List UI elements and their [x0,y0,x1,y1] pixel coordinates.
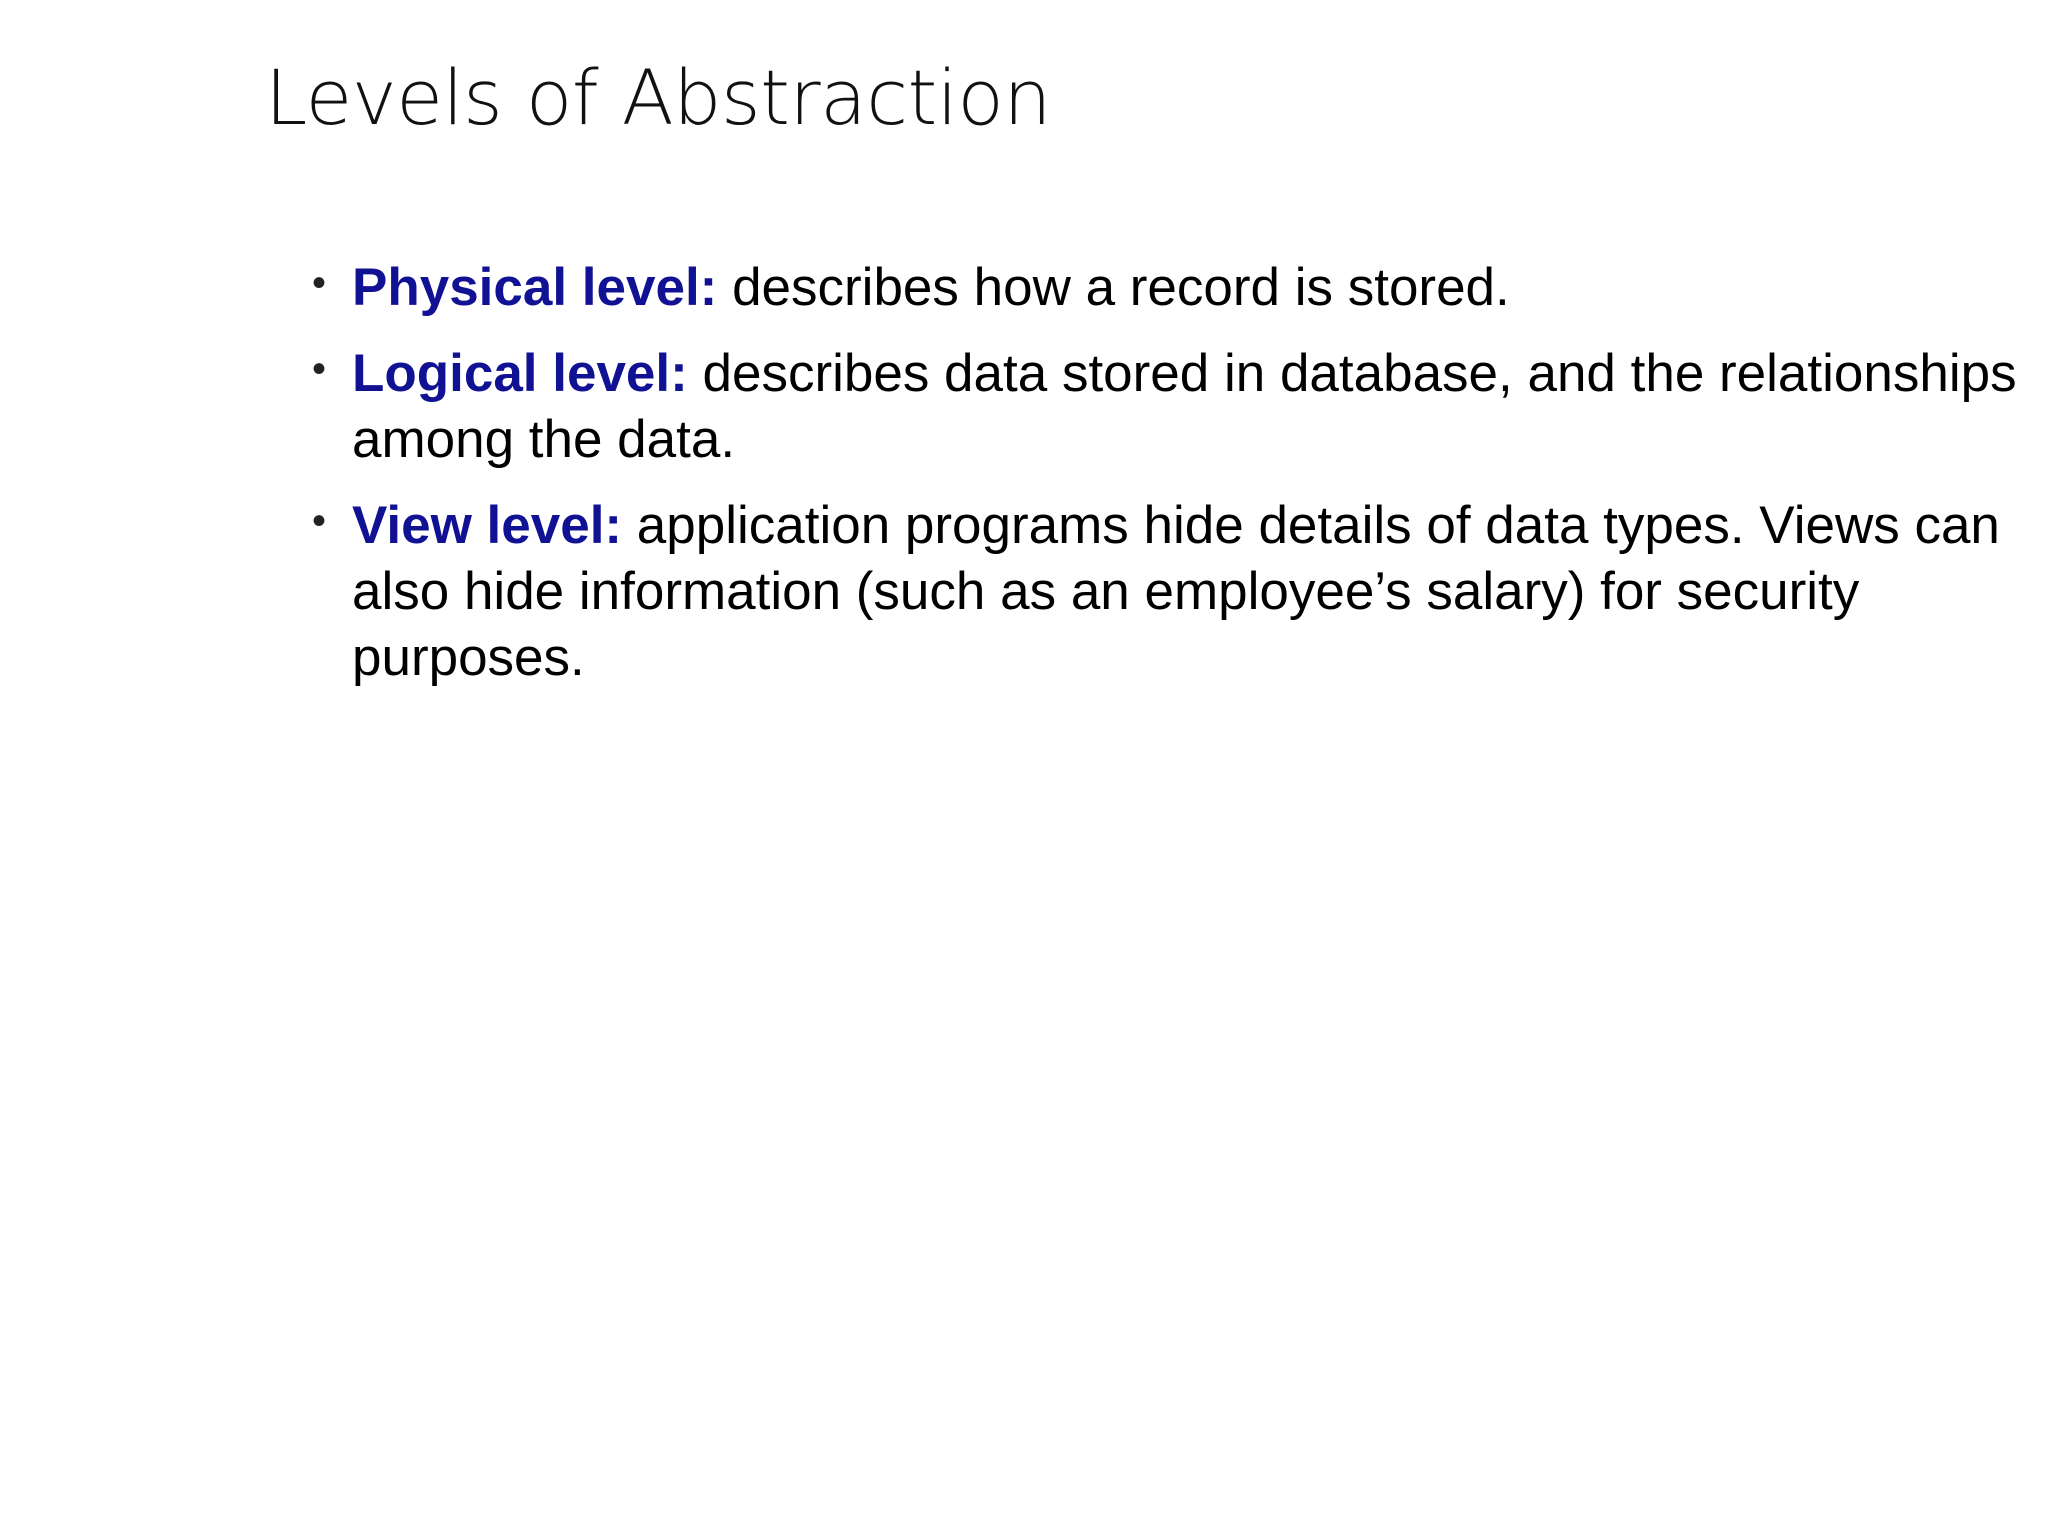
bullet-term: Physical level: [352,258,718,317]
bullet-text: application programs hide details of data types. Views can also hide information (such as an employee’s salary) for security purposes. [352,496,2000,687]
bullet-logical-level [310,341,2030,473]
bullet-icon: • [312,261,327,305]
bullet-icon: • [312,347,327,391]
bullet-icon: • [312,499,327,543]
slide-title: Levels of Abstraction [265,53,1052,142]
bullet-term: Logical level: [352,344,688,403]
bullet-list [310,255,2030,711]
bullet-text: describes how a record is stored. [717,258,1510,317]
bullet-view-level [310,493,2030,691]
bullet-term: View level: [352,496,623,555]
bullet-physical-level [310,255,2030,321]
bullet-text: describes data stored in database, and the relationships among the data. [352,344,2017,469]
